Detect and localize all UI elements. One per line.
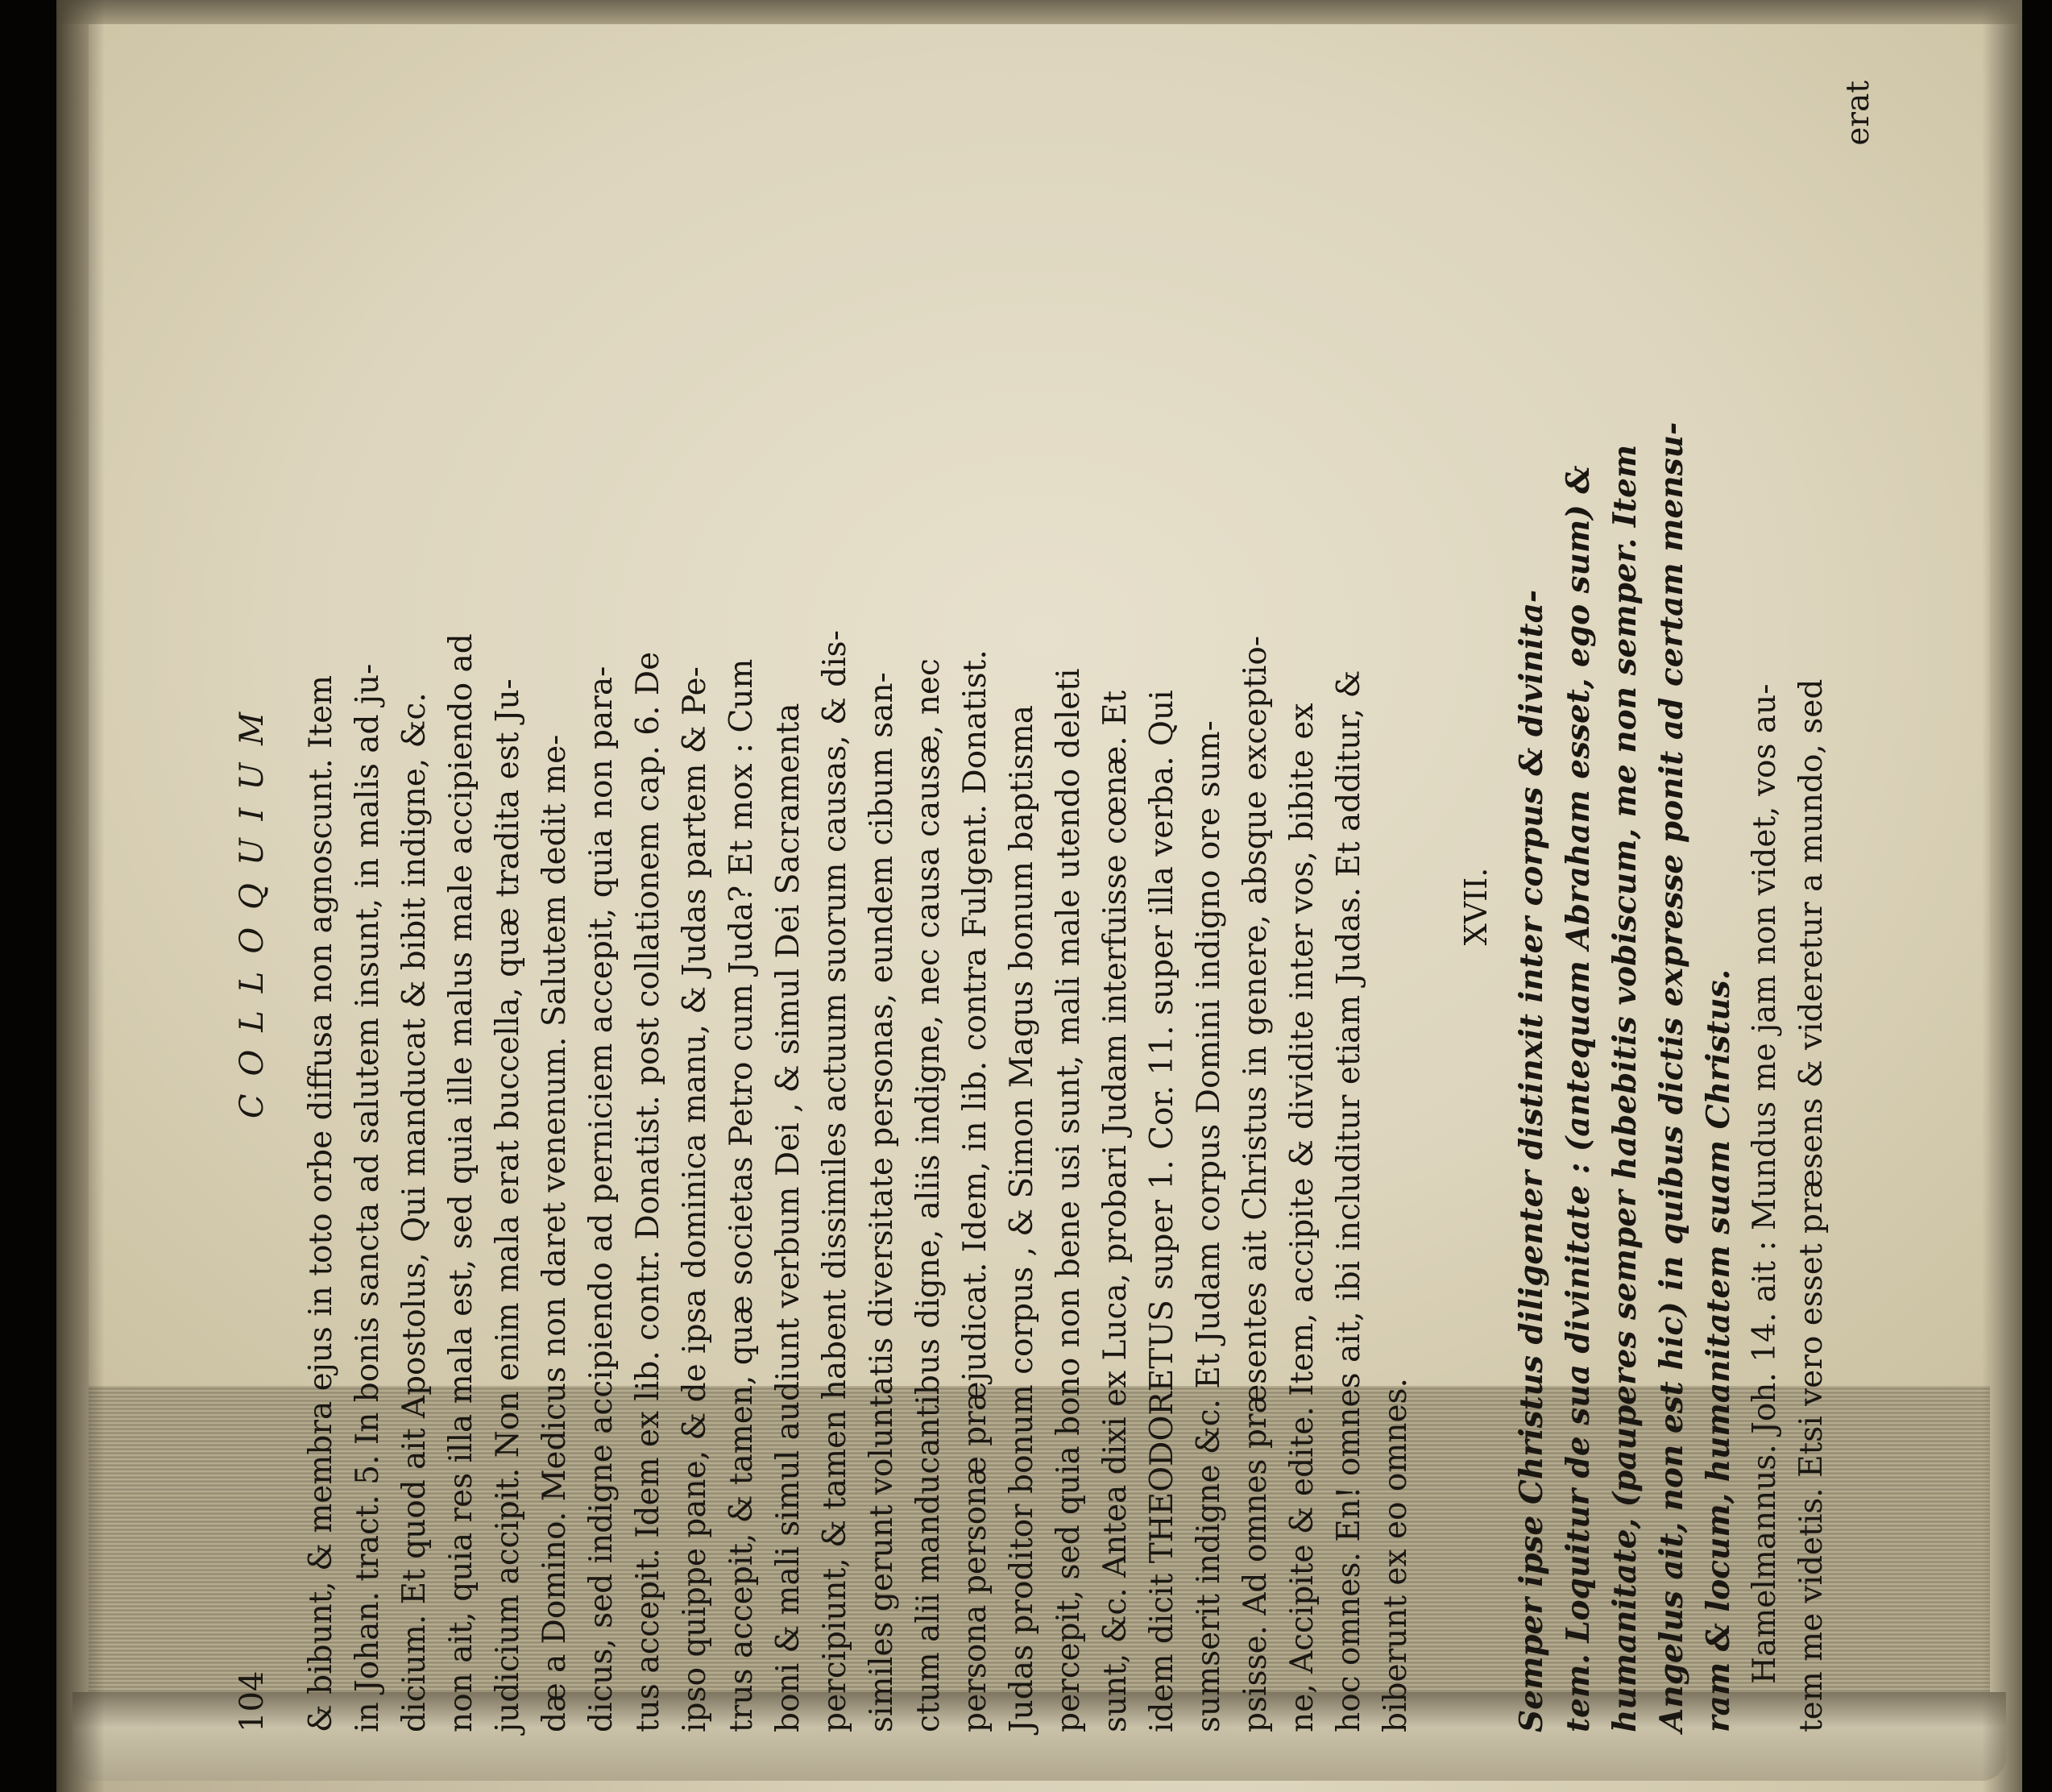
running-head: COLLOQUIUM <box>234 694 271 1119</box>
text-line: Hamelmannus. Joh. 14. ait : Mundus me jam non videt, vos au- <box>1747 683 1783 1684</box>
text-line: idem dicit THEODORETUS super 1. Cor. 11. super illa verba. Qui <box>1144 690 1180 1732</box>
text-line: dicus, sed indigne accipiendo ad perniciem accepit, quia non para- <box>583 666 620 1732</box>
text-line: ipso quippe pane, & de ipsa dominica manu, & Judas partem & Pe- <box>677 666 713 1732</box>
summary-line: ram & locum, humanitatem suam Christus. <box>1700 969 1737 1732</box>
text-line: psisse. Ad omnes præsentes ait Christus in genere, absque exceptio- <box>1237 636 1274 1732</box>
summary-line: Angelus ait, non est hic) in quibus dictis expresse ponit ad certam mensu- <box>1653 421 1690 1732</box>
text-line: dicium. Et quod ait Apostolus, Qui manducat & bibit indigne, &c. <box>396 692 433 1732</box>
right-page-edge <box>1982 0 2022 1792</box>
text-line: sumserit indigne &c. Et Judam corpus Domini indigno ore sum- <box>1191 720 1227 1732</box>
summary-line: Semper ipse Christus diligenter distinxit inter corpus & divinita- <box>1513 589 1550 1732</box>
page-header <box>234 81 298 1732</box>
text-line: ctum alii manducantibus digne, aliis indigne, nec causa causæ, nec <box>910 658 947 1732</box>
body-text <box>298 81 1420 1732</box>
text-line: biberunt ex eo omnes. <box>1378 1378 1414 1732</box>
text-line: percipiunt, & tamen habent dissimiles actuum suorum causas, & dis- <box>817 630 853 1732</box>
text-line: percepit, sed quia bono non bene usi sunt, mali male utendo deleti <box>1051 668 1087 1732</box>
text-line: persona personæ præjudicat. Idem, in lib. contra Fulgent. Donatist. <box>957 649 993 1732</box>
text-line: boni & mali simul audiunt verbum Dei , & simul Dei Sacramenta <box>770 703 806 1732</box>
spine-shadow <box>56 0 105 1792</box>
text-line: judicium accipit. Non enim mala erat buccella, quæ tradita est Ju- <box>490 678 526 1732</box>
text-line: & bibunt, & membra ejus in toto orbe diffusa non agnoscunt. Item <box>303 674 339 1732</box>
catchword: erat <box>1840 81 1876 146</box>
page-number: 104 <box>234 1670 271 1732</box>
rotated-text-block <box>234 81 1876 1732</box>
text-line: hoc omnes. En! omnes ait, ibi includitur etiam Judas. Et additur, & <box>1331 670 1367 1732</box>
summary-line: humanitate, (pauperes semper habebitis vobiscum, me non semper. Item <box>1606 444 1644 1732</box>
text-line: Judas proditor bonum corpus , & Simon Magus bonum baptisma <box>1004 704 1040 1732</box>
text-line: ne, Accipite & edite. Item, accipite & dividite inter vos, bibite ex <box>1284 703 1320 1732</box>
text-line: tem me videtis. Etsi vero esset præsens & videretur a mundo, sed <box>1793 678 1830 1732</box>
text-line: tus accepit. Idem ex lib. contr. Donatist. post collationem cap. 6. De <box>630 651 666 1732</box>
section-number: XVII. <box>1458 867 1494 946</box>
text-line: non ait, quia res illa mala est, sed quia ille malus male accipiendo ad <box>443 633 479 1732</box>
summary-line: tem. Loquitur de sua divinitate : (antequam Abraham esset, ego sum) & <box>1560 465 1597 1732</box>
text-line: trus accepit, & tamen, quæ societas Petro cum Juda? Et mox : Cum <box>723 658 760 1732</box>
text-line: similes gerunt voluntatis diversitate personas, eundem cibum san- <box>864 672 900 1732</box>
text-line: dæ a Domino. Medicus non daret venenum. Salutem dedit me- <box>537 734 573 1732</box>
top-edge <box>56 0 2022 24</box>
section-summary <box>1508 81 1742 1732</box>
text-line: in Johan. tract. 5. In bonis sancta ad salutem insunt, in malis ad ju- <box>350 663 386 1732</box>
text-line: sunt, &c. Antea dixi ex Luca, probari Judam interfuisse cœnæ. Et <box>1097 690 1134 1732</box>
continuation-text <box>1742 81 1835 1732</box>
